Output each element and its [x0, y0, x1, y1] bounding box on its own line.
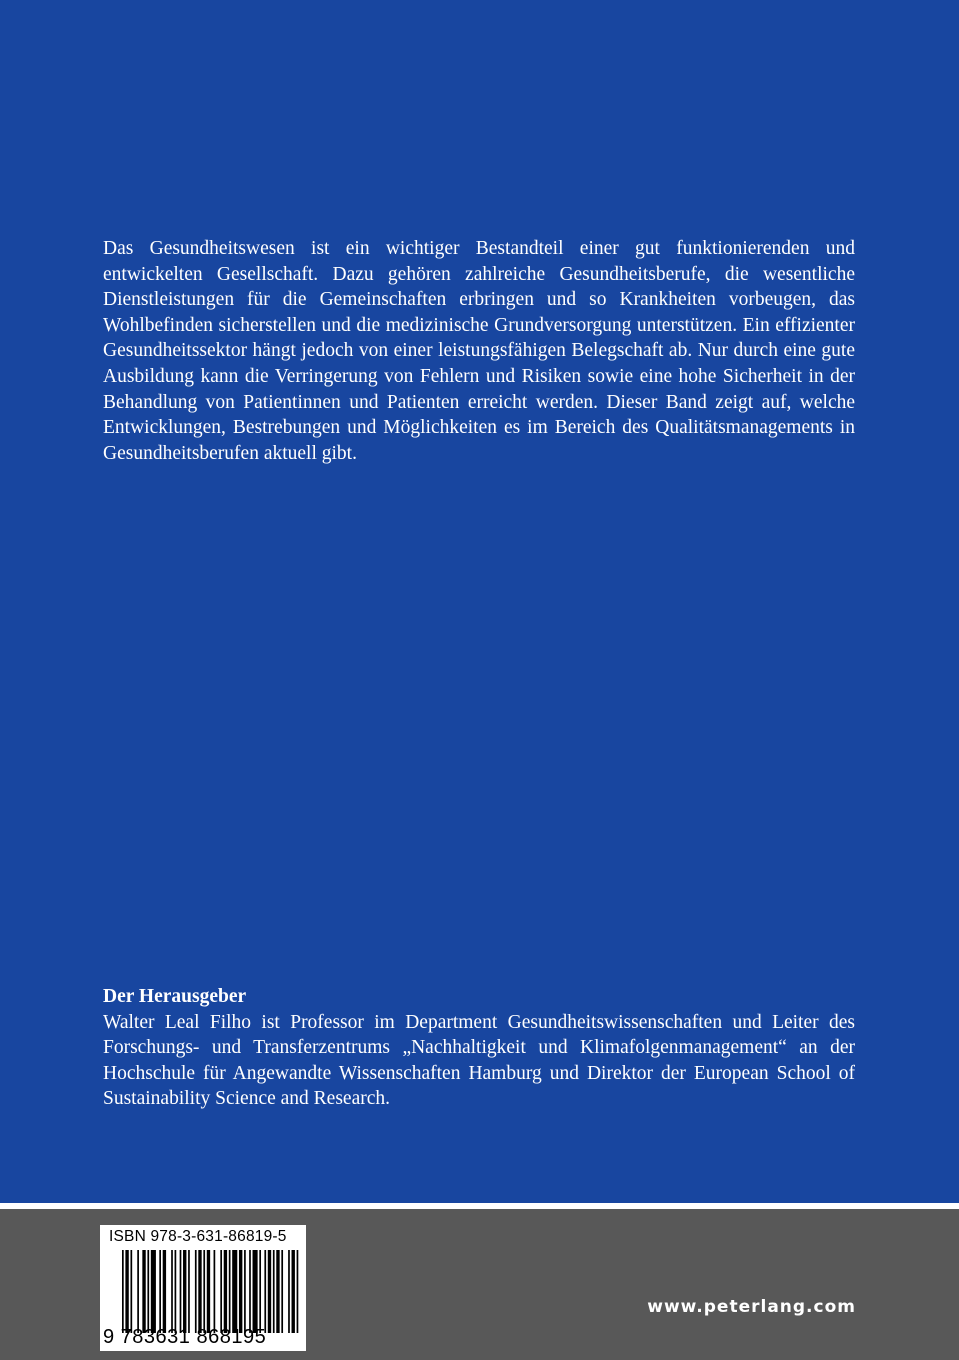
publisher-website[interactable]: www.peterlang.com	[647, 1297, 856, 1317]
barcode-bar	[159, 1250, 161, 1333]
barcode-bar	[180, 1250, 182, 1333]
barcode-bar	[281, 1250, 283, 1333]
barcode-bar	[207, 1250, 210, 1333]
barcode-bar	[288, 1250, 290, 1333]
barcode-bar	[259, 1250, 261, 1333]
barcode-bar	[224, 1250, 227, 1333]
barcode-bar	[137, 1250, 139, 1333]
barcode-bar	[214, 1250, 216, 1333]
barcode-bar	[163, 1250, 166, 1333]
barcode-bar	[232, 1250, 237, 1333]
barcode-bar	[244, 1250, 246, 1333]
barcode-bar	[122, 1250, 124, 1333]
isbn-barcode	[100, 1225, 306, 1351]
editor-bio: Walter Leal Filho ist Professor im Department Gesundheitswissenschaften und Leiter des Forschungs- und Transferzentrums „Nachhaltigkeit und Klimafolgenmanagement“ an der Hochschule für Angewandte Wissenschaften Hamburg und Direktor der European School of Sustainability Science and Research.	[103, 1011, 855, 1110]
barcode-bar	[195, 1250, 197, 1333]
book-blurb: Das Gesundheitswesen ist ein wichtiger Bestandteil einer gut funktionierenden und entwickelten Gesellschaft. Dazu gehören zahlreiche Gesundheitsberufe, die wesentliche Dienstleistungen für die Gemeinschaften erbringen und so Krankheiten vorbeugen, das Wohlbefinden sicherstellen und die medizinische Grundversorgung unterstützen. Ein effizienter Gesundheitssektor hängt jedoch von einer leistungsfähigen Belegschaft ab. Nur durch eine gute Ausbildung kann die Verringerung von Fehlern und Risiken sowie eine hohe Sicherheit in der Behandlung von Patientinnen und Patienten erreicht werden. Dieser Band zeigt auf, welche Entwicklungen, Bestrebungen und Möglichkeiten es im Bereich des Qualitätsmanagements in Gesundheitsberufen aktuell gibt.	[103, 238, 855, 464]
barcode-bar	[249, 1250, 251, 1333]
barcode-bar	[171, 1250, 173, 1333]
barcode-bar	[125, 1250, 128, 1333]
barcode-bar	[273, 1250, 275, 1333]
editor-heading: Der Herausgeber	[103, 986, 247, 1007]
isbn-label: ISBN 978-3-631-86819-5	[109, 1228, 287, 1245]
barcode-bar	[175, 1250, 177, 1333]
barcode-bar	[276, 1250, 279, 1333]
barcode-bar	[142, 1250, 145, 1333]
barcode-bar	[253, 1250, 258, 1333]
barcode-bar	[292, 1250, 295, 1333]
barcode-bar	[268, 1250, 271, 1333]
barcode-bar	[188, 1250, 190, 1333]
barcode-bar	[198, 1250, 201, 1333]
barcode-bar	[151, 1250, 156, 1333]
barcode-bar	[147, 1250, 149, 1333]
barcode-bar	[130, 1250, 132, 1333]
barcode-digits: 9 783631 868195	[103, 1326, 267, 1348]
barcode-bar	[203, 1250, 205, 1333]
editor-section	[103, 984, 855, 1112]
barcode-bar	[297, 1250, 299, 1333]
barcode-bar	[229, 1250, 231, 1333]
barcode-bar	[220, 1250, 222, 1333]
footer-band	[0, 1203, 959, 1360]
barcode-bars	[122, 1250, 300, 1333]
barcode-bar	[239, 1250, 242, 1333]
barcode-bar	[183, 1250, 186, 1333]
barcode-bar	[264, 1250, 266, 1333]
